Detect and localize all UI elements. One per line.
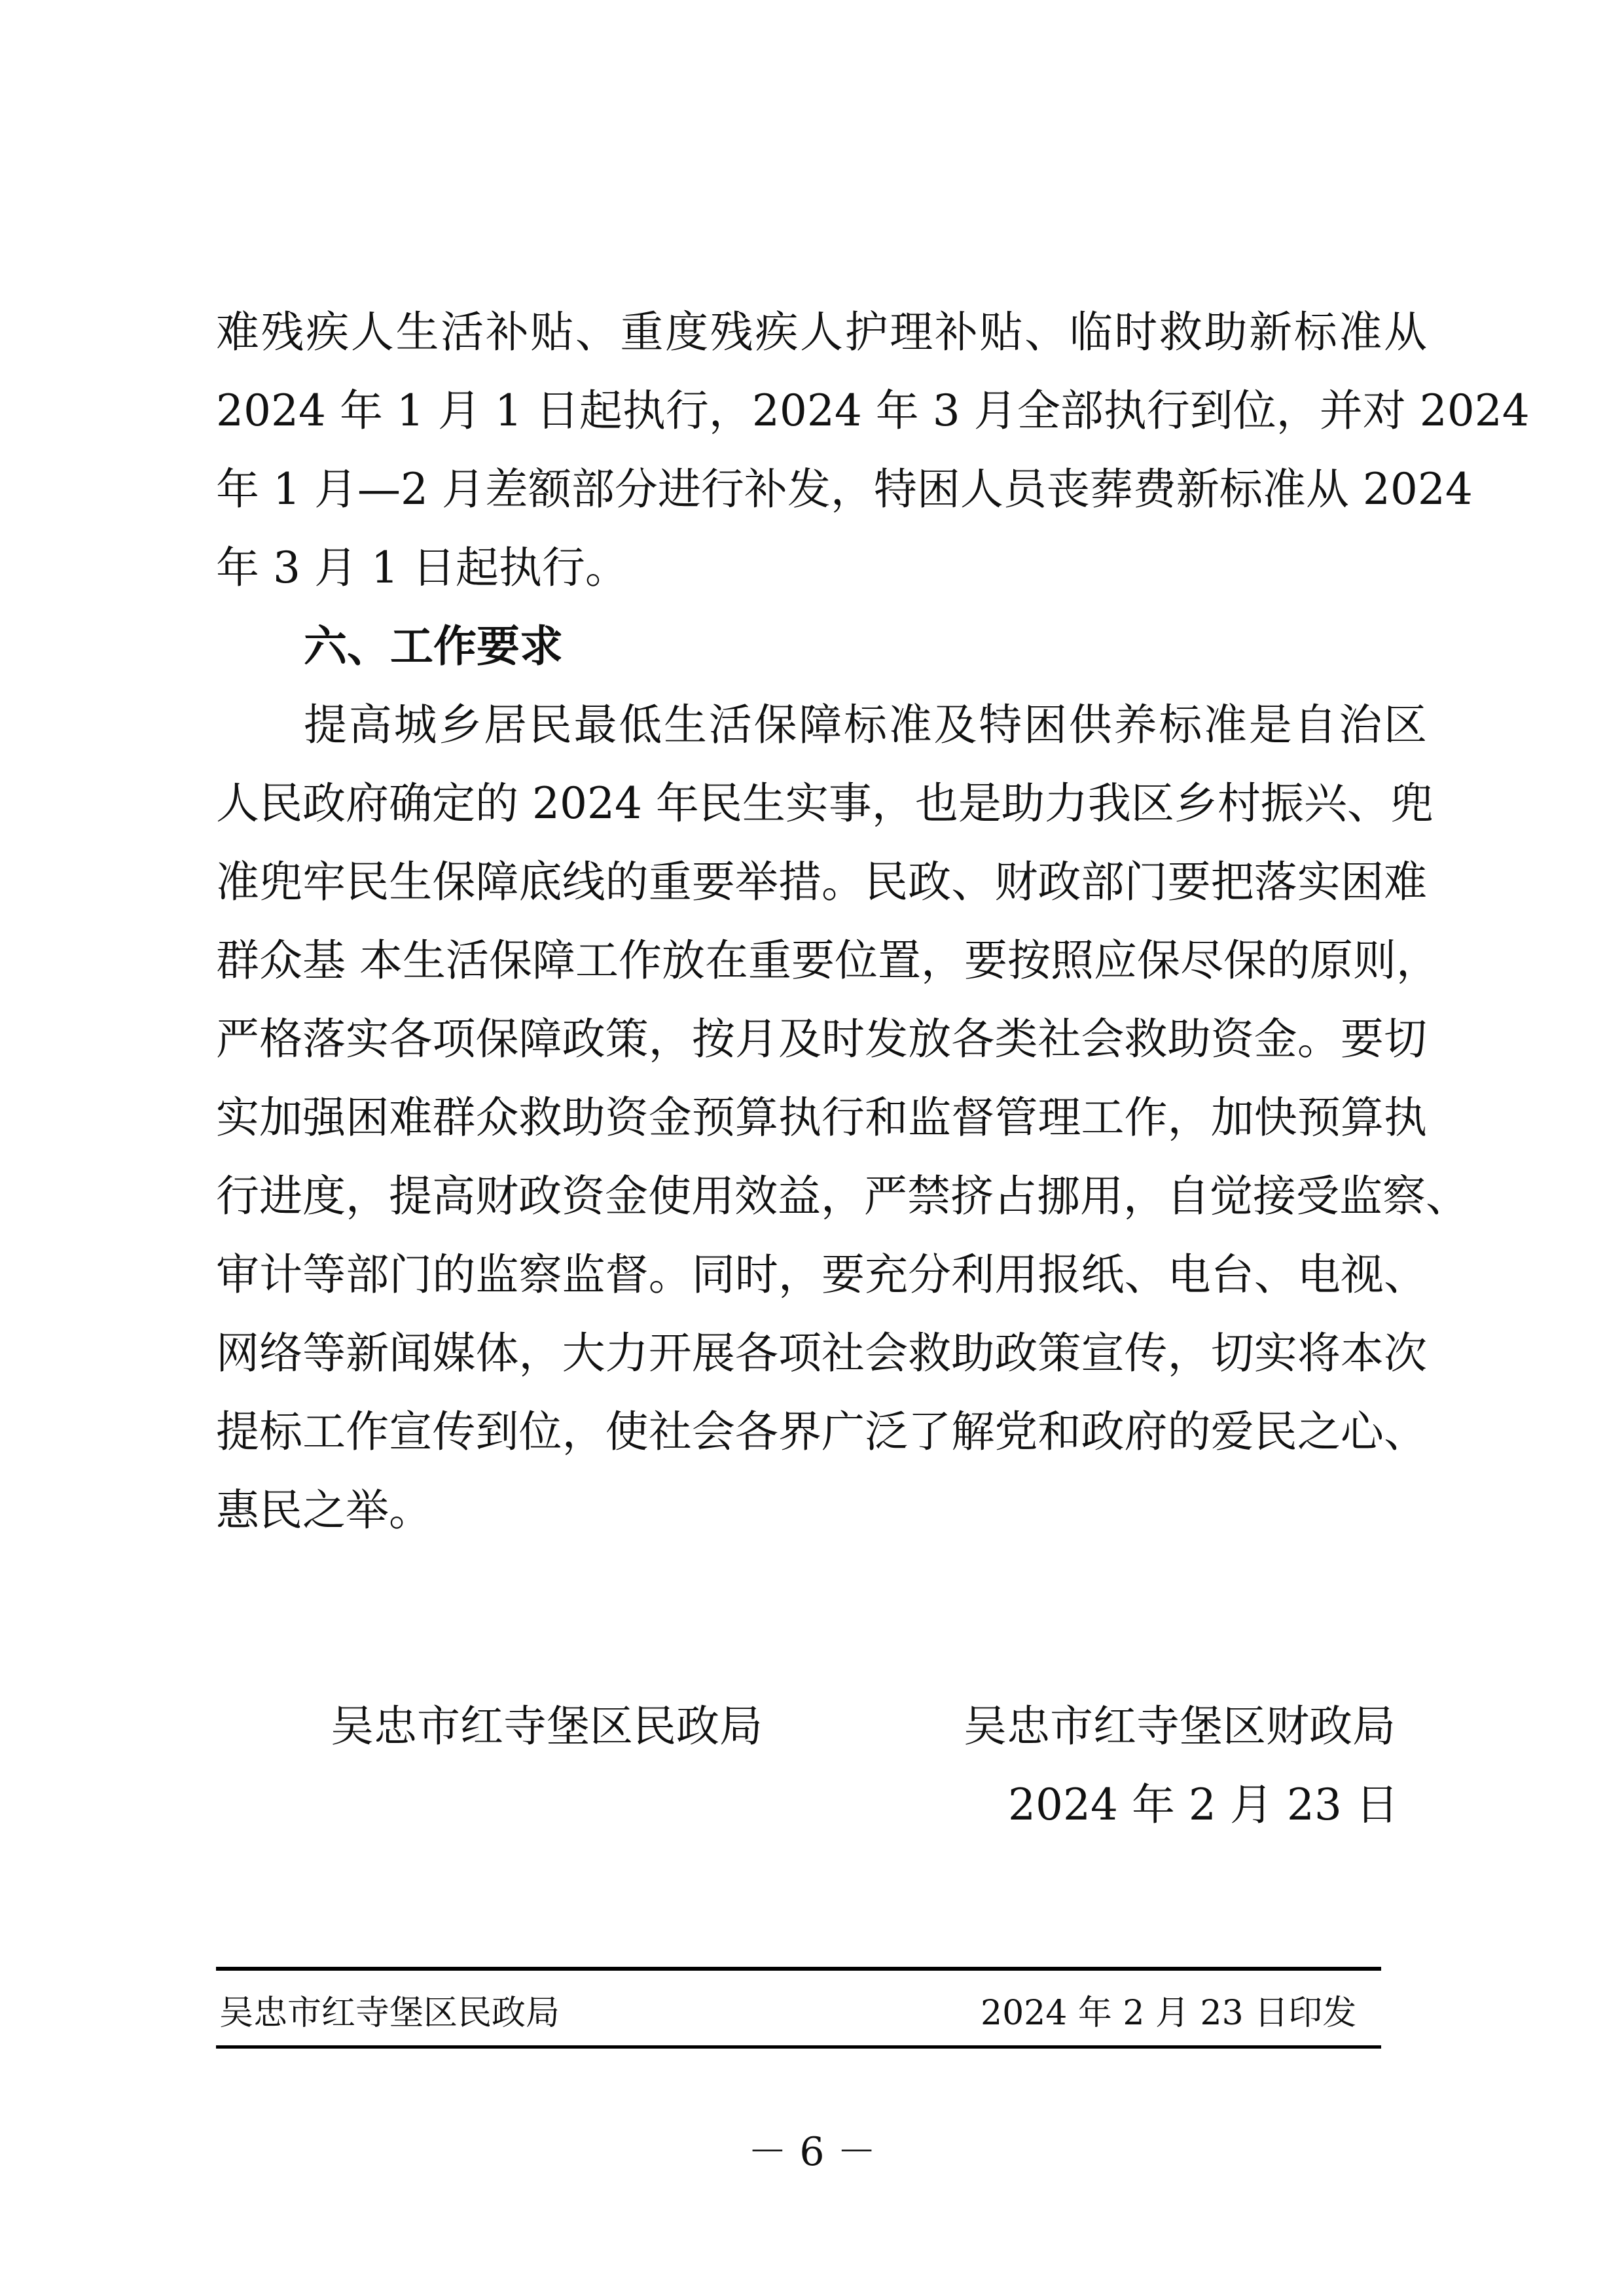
body-line: 群众基 本生活保障工作放在重要位置，要按照应保尽保的原则，	[216, 935, 1439, 986]
body-line: 准兜牢民生保障底线的重要举措。民政、财政部门要把落实困难	[216, 857, 1427, 907]
footer-issue-date: 2024 年 2 月 23 日印发	[981, 1994, 1357, 2033]
signature-date: 2024 年 2 月 23 日	[1008, 1780, 1399, 1830]
section-heading: 六、工作要求	[304, 621, 563, 672]
body-line: 2024 年 1 月 1 日起执行，2024 年 3 月全部执行到位，并对 2024	[216, 386, 1530, 436]
footer-top-rule	[216, 1967, 1381, 1971]
body-line: 审计等部门的监察监督。同时，要充分利用报纸、电台、电视、	[216, 1249, 1427, 1300]
page-number: － 6 －	[748, 2129, 876, 2175]
body-line: 实加强困难群众救助资金预算执行和监督管理工作，加快预算执	[216, 1092, 1427, 1143]
body-line: 难残疾人生活补贴、重度残疾人护理补贴、临时救助新标准从	[216, 307, 1427, 357]
signature-right-org: 吴忠市红寺堡区财政局	[964, 1701, 1396, 1751]
body-line: 行进度，提高财政资金使用效益，严禁挤占挪用，自觉接受监察、	[216, 1171, 1469, 1221]
body-line: 人民政府确定的 2024 年民生实事，也是助力我区乡村振兴、兜	[216, 778, 1434, 829]
body-line: 提标工作宣传到位，使社会各界广泛了解党和政府的爱民之心、	[216, 1407, 1427, 1457]
signature-left-org: 吴忠市红寺堡区民政局	[331, 1701, 763, 1751]
footer-bottom-rule	[216, 2045, 1381, 2049]
body-line: 年 1 月—2 月差额部分进行补发，特困人员丧葬费新标准从 2024	[216, 464, 1473, 514]
body-line: 网络等新闻媒体，大力开展各项社会救助政策宣传，切实将本次	[216, 1328, 1427, 1378]
body-line: 提高城乡居民最低生活保障标准及特困供养标准是自治区	[304, 700, 1427, 750]
body-line: 年 3 月 1 日起执行。	[216, 543, 628, 593]
body-line: 严格落实各项保障政策，按月及时发放各类社会救助资金。要切	[216, 1014, 1427, 1064]
body-line: 惠民之举。	[216, 1485, 432, 1535]
footer-issuer: 吴忠市红寺堡区民政局	[219, 1994, 560, 2033]
